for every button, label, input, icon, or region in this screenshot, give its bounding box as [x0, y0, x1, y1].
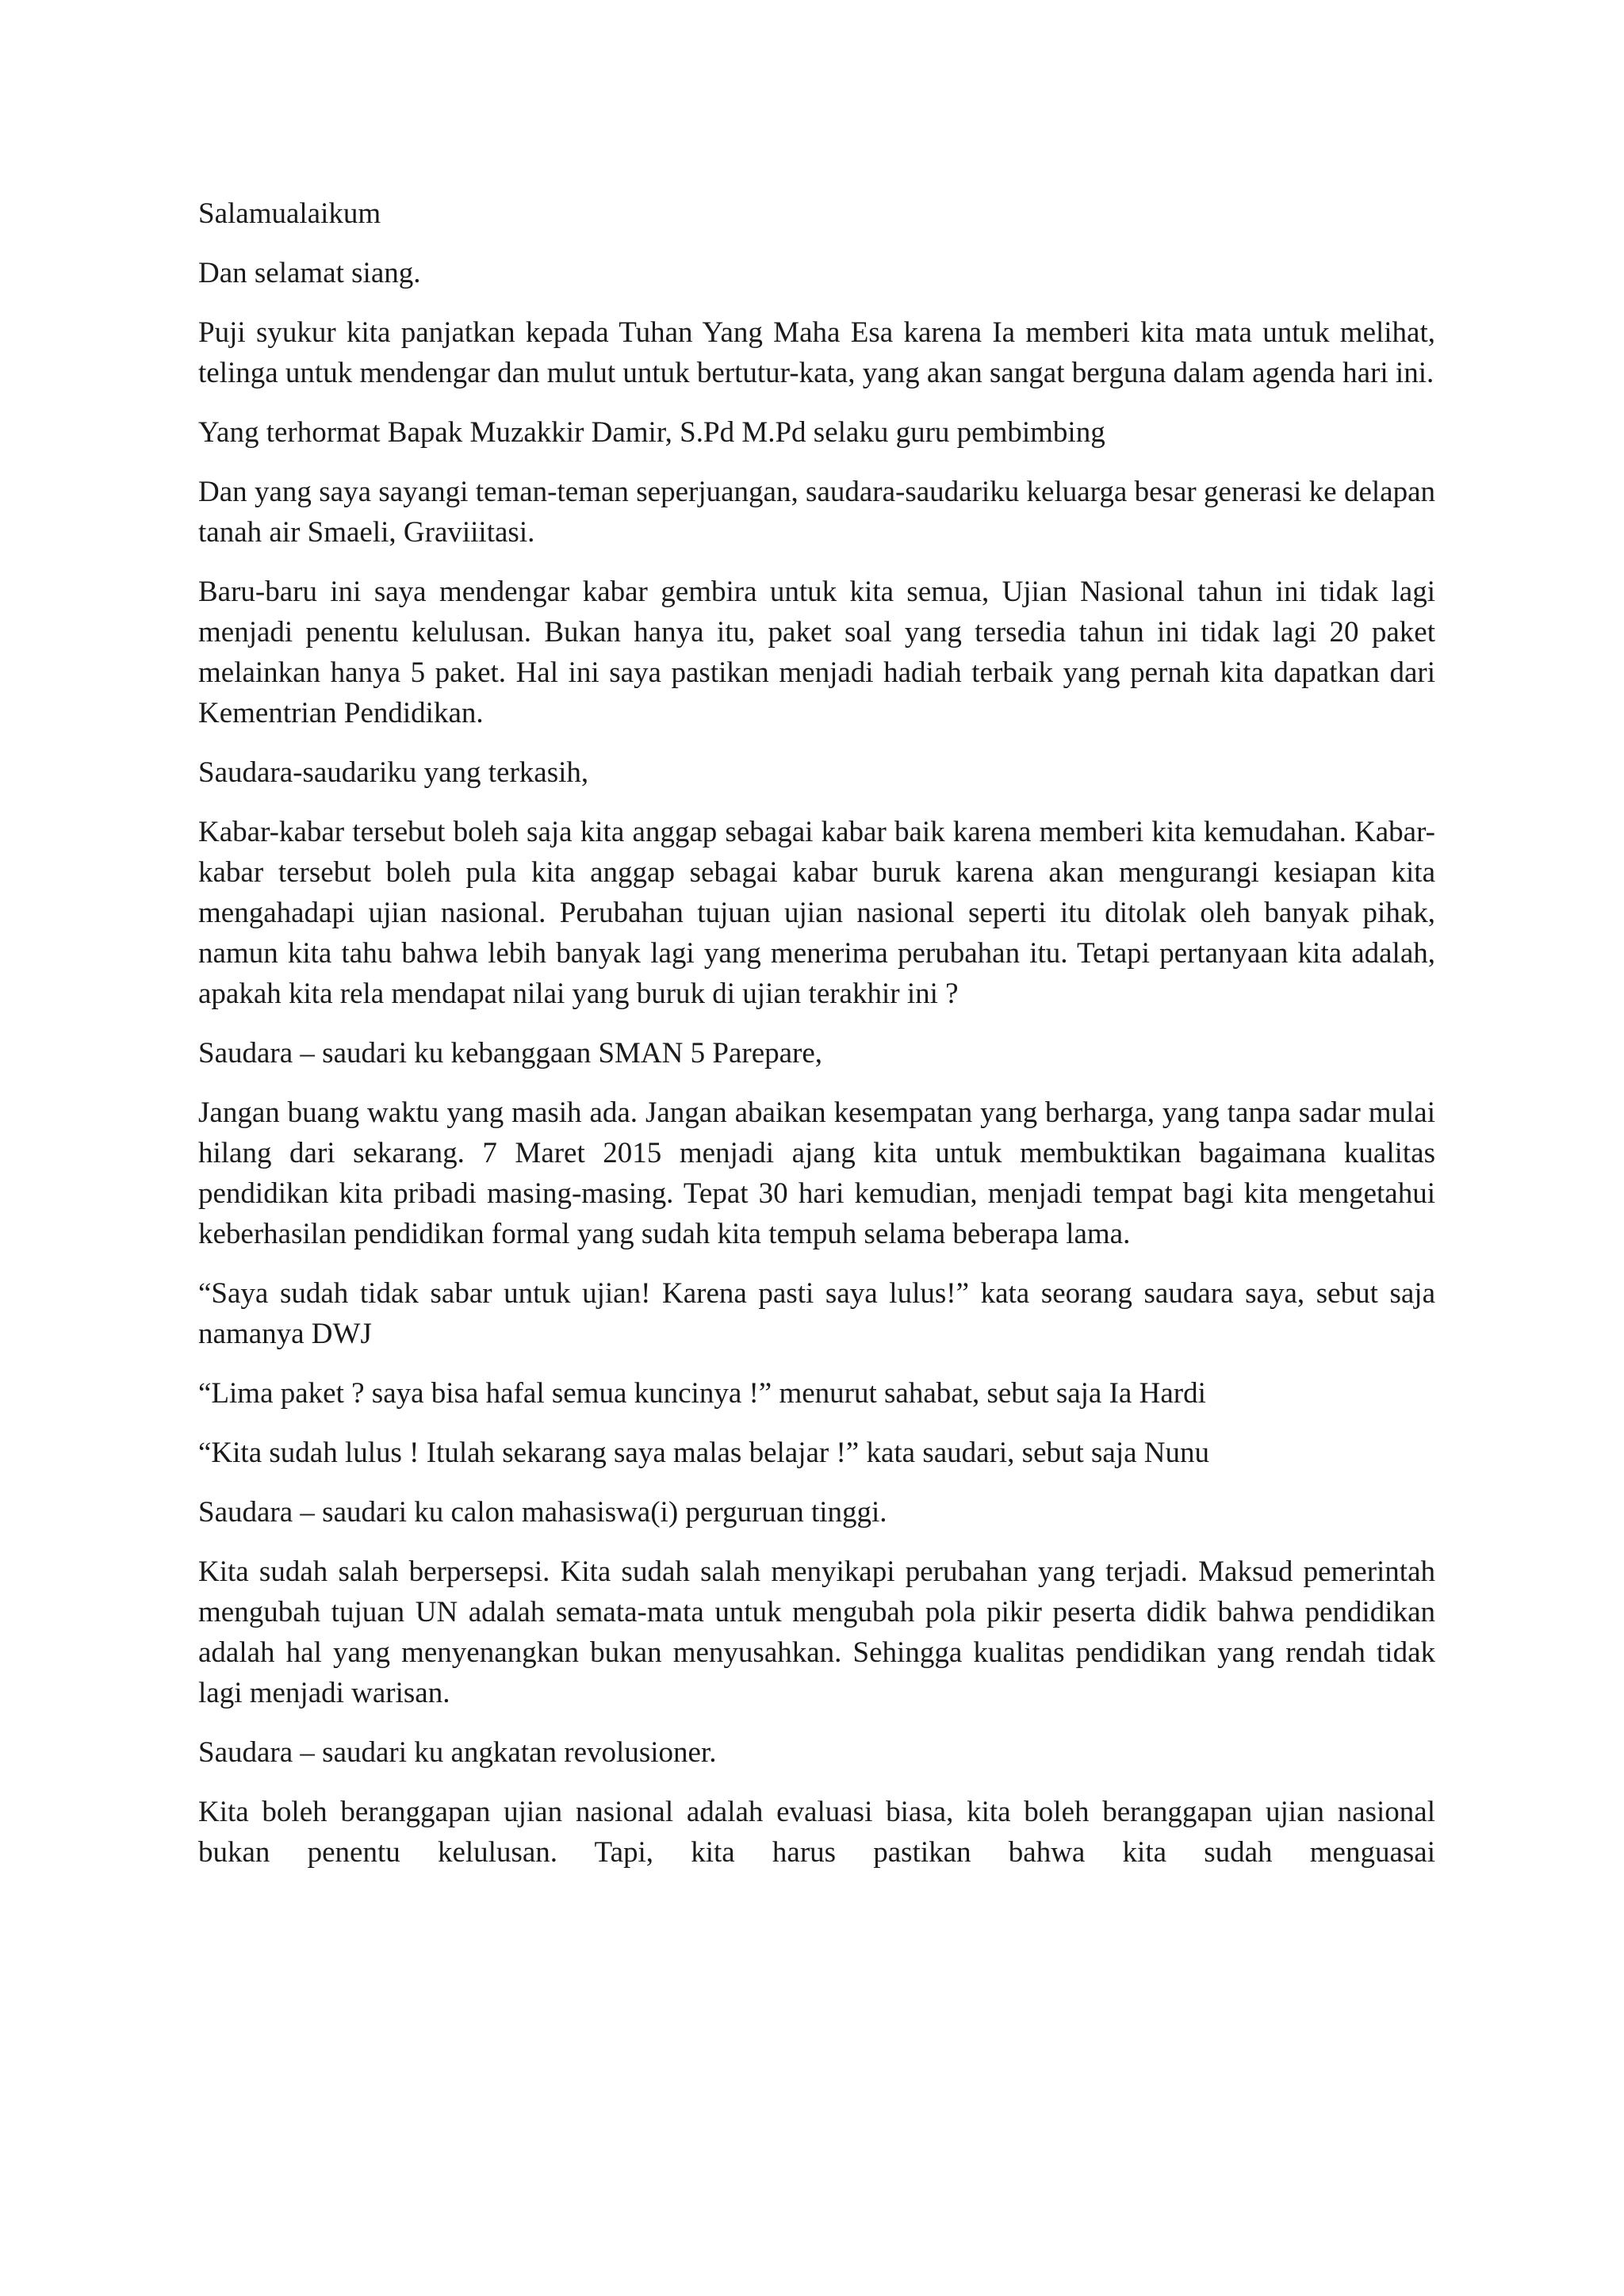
paragraph-puji-syukur: Puji syukur kita panjatkan kepada Tuhan Yang Maha Esa karena Ia memberi kita mata untuk melihat, telinga untuk mendengar dan mulut untuk bertutur-kata, yang akan sangat berguna dalam agenda hari ini.	[198, 316, 1435, 389]
paragraph-sapaan-1: Saudara-saudariku yang terkasih,	[198, 756, 589, 789]
paragraph-salah-berpersepsi: Kita sudah salah berpersepsi. Kita sudah salah menyikapi perubahan yang terjadi. Maksud pemerintah mengubah tujuan UN adalah semata-mata untuk mengubah pola pikir peserta didik bahwa pendidikan adalah hal yang menyenangkan bukan menyusahkan. Sehingga kualitas pendidikan yang rendah tidak lagi menjadi warisan.	[198, 1556, 1435, 1709]
paragraph-yang-terhormat: Yang terhormat Bapak Muzakkir Damir, S.Pd M.Pd selaku guru pembimbing	[198, 416, 1105, 449]
paragraph-yang-disayangi: Dan yang saya sayangi teman-teman seperjuangan, saudara-saudariku keluarga besar generasi ke delapan tanah air Smaeli, Graviiitasi.	[198, 476, 1435, 549]
paragraph-kutipan-hardi: “Lima paket ? saya bisa hafal semua kuncinya !” menurut sahabat, sebut saja Ia Hardi	[198, 1377, 1206, 1410]
paragraph-boleh-beranggapan: Kita boleh beranggapan ujian nasional adalah evaluasi biasa, kita boleh beranggapan ujian nasional bukan penentu kelulusan. Tapi, kita harus pastikan bahwa kita sudah menguasai	[198, 1796, 1435, 1869]
paragraph-sapaan-2: Saudara – saudari ku kebanggaan SMAN 5 Parepare,	[198, 1037, 823, 1070]
paragraph-kutipan-dwj: “Saya sudah tidak sabar untuk ujian! Karena pasti saya lulus!” kata seorang saudara saya, sebut saja namanya DWJ	[198, 1277, 1435, 1350]
paragraph-kutipan-nunu: “Kita sudah lulus ! Itulah sekarang saya malas belajar !” kata saudari, sebut saja Nunu	[198, 1437, 1210, 1469]
paragraph-greeting: Dan selamat siang.	[198, 257, 421, 289]
paragraph-sapaan-3: Saudara – saudari ku calon mahasiswa(i) perguruan tinggi.	[198, 1496, 887, 1529]
paragraph-kabar-gembira: Baru-baru ini saya mendengar kabar gembira untuk kita semua, Ujian Nasional tahun ini tidak lagi menjadi penentu kelulusan. Bukan hanya itu, paket soal yang tersedia tahun ini tidak lagi 20 paket melainkan hanya 5 paket. Hal ini saya pastikan menjadi hadiah terbaik yang pernah kita dapatkan dari Kementrian Pendidikan.	[198, 576, 1435, 729]
paragraph-salam: Salamualaikum	[198, 197, 381, 230]
document-body	[198, 193, 1435, 1892]
paragraph-kabar-kabar: Kabar-kabar tersebut boleh saja kita anggap sebagai kabar baik karena memberi kita kemudahan. Kabar-kabar tersebut boleh pula kita anggap sebagai kabar buruk karena akan mengurangi kesiapan kita mengahadapi ujian nasional. Perubahan tujuan ujian nasional seperti itu ditolak oleh banyak pihak, namun kita tahu bahwa lebih banyak lagi yang menerima perubahan itu. Tetapi pertanyaan kita adalah, apakah kita rela mendapat nilai yang buruk di ujian terakhir ini ?	[198, 816, 1435, 1010]
paragraph-jangan-buang-waktu: Jangan buang waktu yang masih ada. Jangan abaikan kesempatan yang berharga, yang tanpa sadar mulai hilang dari sekarang. 7 Maret 2015 menjadi ajang kita untuk membuktikan bagaimana kualitas pendidikan kita pribadi masing-masing. Tepat 30 hari kemudian, menjadi tempat bagi kita mengetahui keberhasilan pendidikan formal yang sudah kita tempuh selama beberapa lama.	[198, 1096, 1435, 1250]
paragraph-sapaan-4: Saudara – saudari ku angkatan revolusioner.	[198, 1736, 717, 1769]
